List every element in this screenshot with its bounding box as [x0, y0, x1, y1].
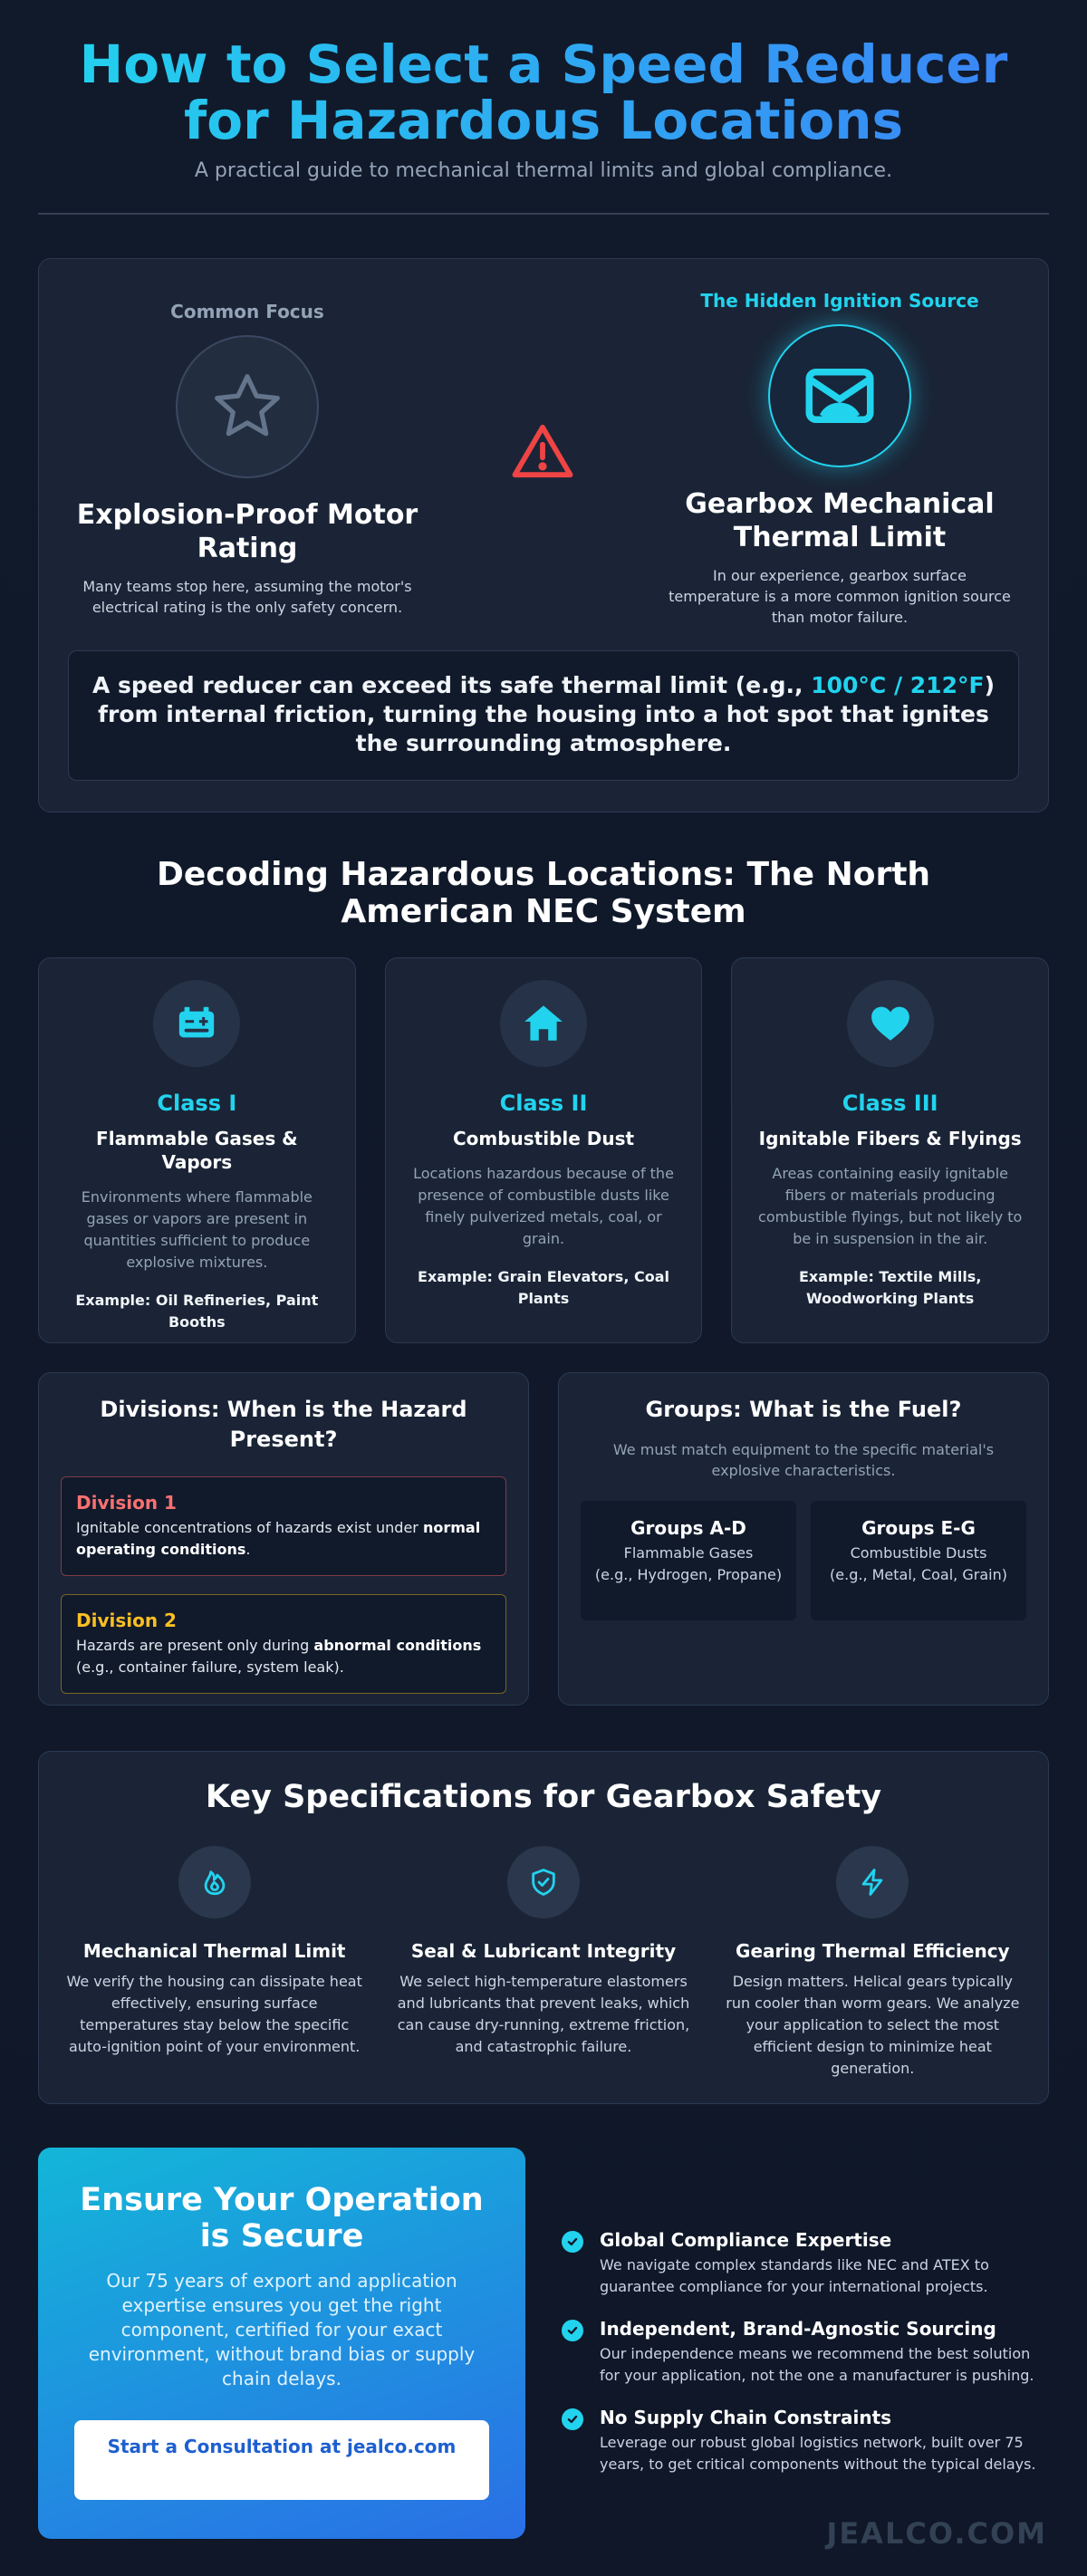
consultation-button[interactable]: Start a Consultation at jealco.com	[74, 2420, 489, 2500]
feature-text: Our independence means we recommend the best solution for your application, not the one a manufacturer is pushing.	[600, 2345, 1034, 2384]
groups-a-d-type: Flammable Gases	[623, 1544, 754, 1562]
spec-gearing-efficiency-title: Gearing Thermal Efficiency	[736, 1940, 1010, 1962]
shield-check-icon	[507, 1846, 580, 1918]
class-2-description: Locations hazardous because of the presence of combustible dusts like finely pulverized metals, coal, or grain.	[413, 1165, 674, 1247]
home-icon	[500, 980, 587, 1067]
spec-thermal-limit-title: Mechanical Thermal Limit	[82, 1940, 346, 1962]
groups-title: Groups: What is the Fuel?	[645, 1397, 962, 1422]
specifications-row	[61, 1846, 1026, 2080]
class-1-label: Class I	[157, 1091, 237, 1116]
star-icon	[176, 335, 319, 478]
class-3-subtitle: Ignitable Fibers & Flyings	[758, 1128, 1022, 1149]
nec-section-title: Decoding Hazardous Locations: The North American NEC System	[156, 856, 931, 930]
groups-e-g-examples: (e.g., Metal, Coal, Grain)	[830, 1566, 1007, 1583]
feature-item	[562, 2407, 1049, 2475]
feature-title: Global Compliance Expertise	[600, 2229, 892, 2251]
thermal-callout	[68, 650, 1019, 781]
page-subtitle: A practical guide to mechanical thermal limits and global compliance.	[194, 159, 893, 182]
division-1-box	[61, 1476, 506, 1576]
spec-seal-integrity-text: We select high-temperature elastomers and lubricants that prevent leaks, which can cause dry-running, extreme friction, and catastrophic failure.	[397, 1973, 690, 2055]
heart-icon	[847, 980, 934, 1067]
groups-boxes	[581, 1501, 1026, 1620]
feature-list	[562, 2148, 1049, 2539]
groups-a-d-examples: (e.g., Hydrogen, Propane)	[594, 1566, 783, 1583]
groups-a-d-label: Groups A-D	[630, 1517, 746, 1539]
page-title: How to Select a Speed Reducer for Hazardous Locations	[38, 0, 1049, 149]
motor-rating-title: Explosion-Proof Motor Rating	[76, 499, 418, 564]
warning-icon	[510, 422, 575, 480]
groups-note: We must match equipment to the specific material's explosive characteristics.	[612, 1441, 995, 1479]
class-2-subtitle: Combustible Dust	[452, 1128, 635, 1149]
spec-thermal-limit	[61, 1846, 368, 2080]
spec-gearing-efficiency	[719, 1846, 1026, 2080]
gearbox-limit-text: In our experience, gearbox surface temperature is a more common ignition source than motor failure.	[669, 567, 1011, 626]
divisions-title: Divisions: When is the Hazard Present?	[100, 1397, 467, 1452]
spec-thermal-limit-text: We verify the housing can dissipate heat effectively, ensuring surface temperatures stay below the specific auto-ignition point of your environment.	[66, 1973, 362, 2055]
divisions-card	[38, 1372, 529, 1706]
lightning-icon	[836, 1846, 909, 1918]
spec-gearing-efficiency-text: Design matters. Helical gears typically run cooler than worm gears. We analyze your application to select the most efficient design to minimize heat generation.	[726, 1973, 1020, 2077]
gearbox-limit-column	[649, 259, 1030, 628]
spec-seal-integrity-title: Seal & Lubricant Integrity	[410, 1940, 677, 1962]
cta-card	[38, 2148, 525, 2539]
battery-icon	[153, 980, 240, 1067]
callout-text-start: A speed reducer can exceed its safe thermal limit (e.g.,	[91, 672, 812, 698]
check-icon	[562, 2408, 583, 2430]
division-2-label: Division 2	[76, 1610, 177, 1631]
feature-title: No Supply Chain Constraints	[600, 2407, 892, 2428]
divisions-groups-row	[38, 1372, 1049, 1706]
gearbox-limit-title: Gearbox Mechanical Thermal Limit	[685, 488, 995, 553]
groups-a-d-box	[581, 1501, 796, 1620]
common-focus-label: Common Focus	[170, 301, 324, 322]
hidden-ignition-label: The Hidden Ignition Source	[700, 290, 979, 312]
class-2-card	[385, 957, 703, 1343]
feature-item	[562, 2229, 1049, 2298]
envelope-icon	[768, 324, 911, 467]
callout-temperature: 100°C / 212°F	[811, 672, 985, 698]
division-1-label: Division 1	[76, 1492, 177, 1514]
groups-e-g-type: Combustible Dusts	[850, 1544, 987, 1562]
class-1-description: Environments where flammable gases or vapors are present in quantities sufficient to produce explosive mixtures.	[81, 1188, 313, 1271]
groups-e-g-box	[811, 1501, 1026, 1620]
feature-item	[562, 2318, 1049, 2387]
brand-wordmark[interactable]: JEALCO.COM	[826, 2516, 1047, 2551]
class-3-label: Class III	[842, 1091, 938, 1116]
motor-rating-column	[57, 259, 438, 618]
class-1-subtitle: Flammable Gases & Vapors	[96, 1128, 298, 1173]
class-1-card	[38, 957, 356, 1343]
nec-classes	[38, 957, 1049, 1343]
class-2-label: Class II	[499, 1091, 588, 1116]
specifications-title: Key Specifications for Gearbox Safety	[205, 1779, 882, 1815]
header-divider	[38, 213, 1049, 215]
check-icon	[562, 2320, 583, 2341]
class-3-description: Areas containing easily ignitable fibers or materials producing combustible flyings, but not likely to be in suspension in the air.	[758, 1165, 1023, 1247]
groups-card	[558, 1372, 1049, 1706]
cta-text: Our 75 years of export and application expertise ensures you get the right component, certified for your exact environment, without brand bias or supply chain delays.	[88, 2270, 476, 2389]
specifications-card	[38, 1751, 1049, 2104]
class-3-example: Example: Textile Mills, Woodworking Plants	[798, 1268, 982, 1307]
check-icon	[562, 2231, 583, 2253]
feature-text: We navigate complex standards like NEC and ATEX to guarantee compliance for your international projects.	[600, 2256, 989, 2295]
comparison-card	[38, 258, 1049, 812]
division-2-text: Hazards are present only during abnormal conditions (e.g., container failure, system leak).	[76, 1637, 482, 1676]
spec-seal-integrity	[390, 1846, 697, 2080]
callout-text-end: ) from internal friction, turning the housing into a hot spot that ignites the surrounding atmosphere.	[98, 672, 995, 756]
motor-rating-text: Many teams stop here, assuming the motor's electrical rating is the only safety concern.	[82, 578, 412, 616]
flame-icon	[178, 1846, 251, 1918]
cta-title: Ensure Your Operation is Secure	[80, 2182, 484, 2254]
division-2-box	[61, 1594, 506, 1694]
class-3-card	[731, 957, 1049, 1343]
class-1-example: Example: Oil Refineries, Paint Booths	[75, 1292, 319, 1331]
division-1-text: Ignitable concentrations of hazards exist under normal operating conditions.	[76, 1519, 481, 1558]
feature-text: Leverage our robust global logistics network, built over 75 years, to get critical components without the typical delays.	[600, 2434, 1036, 2473]
groups-e-g-label: Groups E-G	[861, 1517, 976, 1539]
class-2-example: Example: Grain Elevators, Coal Plants	[418, 1268, 669, 1307]
cta-row	[38, 2148, 1049, 2539]
feature-title: Independent, Brand-Agnostic Sourcing	[600, 2318, 996, 2340]
